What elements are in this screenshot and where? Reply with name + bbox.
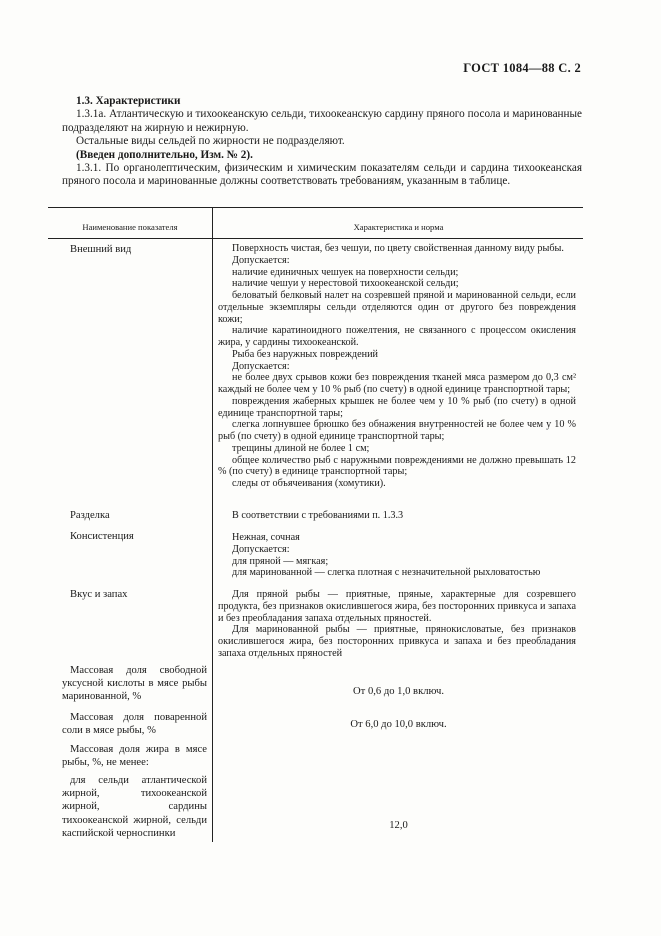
- table-column-divider: [212, 207, 213, 842]
- row-name-consistency: Консистенция: [70, 531, 134, 542]
- row-name-taste-smell: Вкус и запах: [70, 589, 128, 600]
- row-name-salt: Массовая доля поваренной соли в мясе рыбы, %: [62, 712, 207, 737]
- table-top-rule: [48, 207, 583, 208]
- row-value-cutting: В соответствии с требованиями п. 1.3.3: [232, 510, 404, 521]
- row-value-appearance: Поверхность чистая, без чешуи, по цвету свойственная данному виду рыбы. Допускается: наличие единичных чешуек на поверхности сельди; наличие чешуи у нерестовой тихоокеанской сельди; беловатый белковый налет на созревшей пряной и маринованной сельди, если отдельные экземпляры сельди отделяются один от другого без повреждения кожи; наличие каратиноидного пожелтения, не связанного с процессом окисления жира, у сардины тихоокеанской. Рыба без наружных повреждений Допускается: не более двух срывов кожи без повреждения тканей мяса размером до 0,3 см² каждый не более чем у 10 % рыб (по счету) в одной единице транспортной тары; повреждения жаберных крышек не более чем у 10 % рыб (по счету) в одной единице транспортной тары; слегка лопнувшее брюшко без обнажения внутренностей не более чем у 10 % рыб (по счету) в одной единице транспортной тары; трещины длиной не более 1 см; общее количество рыб с наружными повреждениями не должно превышать 12 % (по счету) в единице транспортной тары; следы от объячеивания (хомутики).: [218, 243, 576, 489]
- row-name-acetic-acid: Массовая доля свободной уксусной кислоты в мясе рыбы маринованной, %: [62, 665, 207, 703]
- row-value-acetic-acid: От 0,6 до 1,0 включ.: [353, 686, 444, 697]
- column-header-norm: Характеристика и норма: [353, 222, 444, 232]
- row-value-taste-smell: Для пряной рыбы — приятные, пряные, характерные для созревшего продукта, без признаков окислившегося жира, без посторонних привкуса и запаха и без преобладания запаха отдельных пряностей. Для маринованной рыбы — приятные, прянокисловатые, без признаков окислившегося жира, без посторонних привкуса и запаха и без преобладания запаха отдельных пряностей: [218, 589, 576, 659]
- column-header-indicator: Наименование показателя: [82, 222, 178, 232]
- row-name-cutting: Разделка: [70, 510, 110, 521]
- paragraph: 1.3.1а. Атлантическую и тихоокеанскую сельди, тихоокеанскую сардину пряного посола и маринованные подразделяют на жирную и нежирную.: [62, 108, 582, 134]
- table-header-rule: [48, 238, 583, 239]
- row-name-fat-atlantic: для сельди атлантической жирной, тихоокеанской жирной, сардины тихоокеанской жирной, сельди каспийской черноспинки: [62, 775, 207, 839]
- row-value-fat-atlantic: 12,0: [389, 820, 408, 831]
- paragraph: 1.3.1. По органолептическим, физическим и химическим показателям сельди и сардина тихоокеанская пряного посола и маринованные должны соответствовать требованиям, указанным в таблице.: [62, 162, 582, 188]
- paragraph: Остальные виды сельдей по жирности не подразделяют.: [76, 135, 345, 148]
- section-heading: 1.3. Характеристики: [76, 95, 181, 107]
- page-header: ГОСТ 1084—88 С. 2: [463, 61, 581, 75]
- row-value-salt: От 6,0 до 10,0 включ.: [350, 719, 447, 730]
- intro-section: [62, 95, 582, 189]
- row-name-appearance: Внешний вид: [70, 244, 132, 255]
- row-name-fat: Массовая доля жира в мясе рыбы, %, не менее:: [62, 744, 207, 769]
- amendment-note: (Введен дополнительно, Изм. № 2).: [76, 148, 253, 161]
- row-value-consistency: Нежная, сочная Допускается: для пряной — мягкая; для маринованной — слегка плотная с незначительной рыхловатостью: [232, 532, 541, 579]
